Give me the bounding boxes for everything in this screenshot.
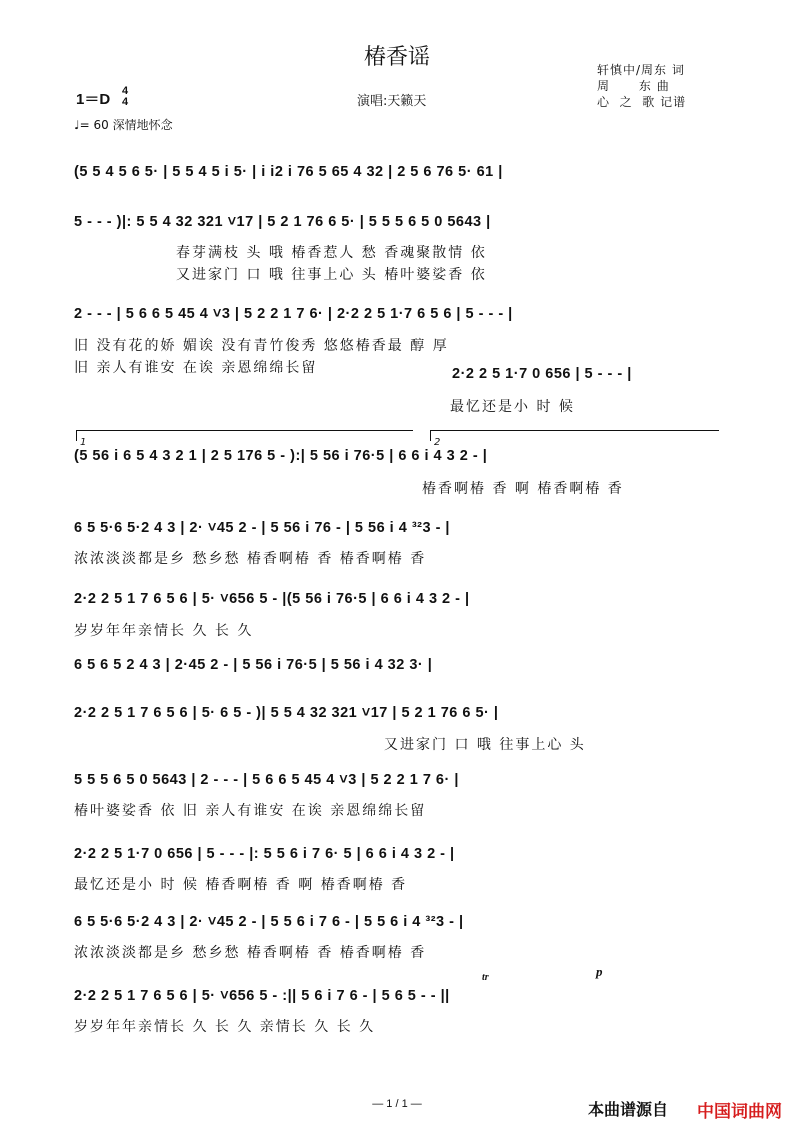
second-ending-bracket <box>430 430 719 448</box>
song-title: 椿香谣 <box>363 45 430 70</box>
first-ending-bracket <box>76 430 413 448</box>
first-ending-number: 1 <box>80 437 87 448</box>
score-row-8-notes: 2·2 2 5 1 7 6 5 6 | 5· 6 5 - )| 5 5 4 32 321 ˅17 | 5 2 1 76 6 5· | <box>74 705 499 721</box>
time-signature-top: 4 <box>122 85 129 97</box>
score-row-12-lyrics: 岁岁年年亲情长 久 长 久 亲情长 久 长 久 <box>74 1019 376 1035</box>
score-row-5-notes: 6 5 5·6 5·2 4 3 | 2· ˅45 2 - | 5 56 i 76 - | 5 56 i 4 ³²3 - | <box>74 520 450 536</box>
score-row-5-lyrics: 浓浓淡淡都是乡 愁乡愁 椿香啊椿 香 椿香啊椿 香 <box>74 551 427 567</box>
tempo-marking: ♩= 60 深情地怀念 <box>74 118 173 132</box>
score-row-7-notes: 6 5 6 5 2 4 3 | 2·45 2 - | 5 56 i 76·5 | 5 56 i 4 32 3· | <box>74 657 433 673</box>
dynamic-mark: p <box>596 964 603 979</box>
trill-mark: tr <box>482 972 489 983</box>
page-number: — 1 / 1 — <box>372 1098 422 1110</box>
second-ending-number: 2 <box>434 437 441 448</box>
score-row-3-lyrics-1: 旧 没有花的娇 媚诶 没有青竹俊秀 悠悠椿香最 醇 厚 <box>74 338 449 354</box>
score-row-6-lyrics: 岁岁年年亲情长 久 长 久 <box>74 623 254 639</box>
source-label: 本曲谱源自 <box>588 1100 669 1119</box>
score-row-4-lyrics: 椿香啊椿 香 啊 椿香啊椿 香 <box>422 481 624 497</box>
score-row-2-notes: 5 - - - )|: 5 5 4 32 321 ˅17 | 5 2 1 76 6 5· | 5 5 5 6 5 0 5643 | <box>74 214 491 230</box>
score-row-9-notes: 5 5 5 6 5 0 5643 | 2 - - - | 5 6 6 5 45 4 ˅3 | 5 2 2 1 7 6· | <box>74 772 459 788</box>
score-row-10-notes: 2·2 2 5 1·7 0 656 | 5 - - - |: 5 5 6 i 7 6· 5 | 6 6 i 4 3 2 - | <box>74 846 455 862</box>
score-row-2-lyrics-1: 春芽满枝 头 哦 椿香惹人 愁 香魂聚散情 依 <box>176 245 487 261</box>
score-row-12-notes: 2·2 2 5 1 7 6 5 6 | 5· ˅656 5 - :|| 5 6 i 7 6 - | 5 6 5 - - || <box>74 988 450 1004</box>
site-link[interactable]: 中国词曲网 <box>697 1102 782 1122</box>
score-row-11-notes: 6 5 5·6 5·2 4 3 | 2· ˅45 2 - | 5 5 6 i 7 6 - | 5 5 6 i 4 ³²3 - | <box>74 914 464 930</box>
score-row-3b-notes: 2·2 2 5 1·7 0 656 | 5 - - - | <box>452 366 632 382</box>
key-signature: 1＝D <box>76 91 111 108</box>
score-row-10-lyrics: 最忆还是小 时 候 椿香啊椿 香 啊 椿香啊椿 香 <box>74 877 408 893</box>
score-row-9-lyrics: 椿叶婆娑香 依 旧 亲人有谁安 在诶 亲恩绵绵长留 <box>74 803 427 819</box>
score-row-4-notes: (5 56 i 6 5 4 3 2 1 | 2 5 176 5 - ):| 5 56 i 76·5 | 6 6 i 4 3 2 - | <box>74 448 488 464</box>
composer-credits <box>597 62 686 110</box>
score-row-2-lyrics-2: 又进家门 口 哦 往事上心 头 椿叶婆娑香 依 <box>176 267 487 283</box>
score-row-8-lyrics: 又进家门 口 哦 往事上心 头 <box>384 737 586 753</box>
lyricist-credit: 轩慎中/周东 词 <box>597 63 685 77</box>
transcriber-credit: 心 之 歌 记谱 <box>597 95 687 109</box>
score-row-3b-lyrics: 最忆还是小 时 候 <box>450 399 575 415</box>
score-row-3-lyrics-2: 旧 亲人有谁安 在诶 亲恩绵绵长留 <box>74 360 318 376</box>
time-signature-bottom: 4 <box>122 96 129 108</box>
score-row-3-notes: 2 - - - | 5 6 6 5 45 4 ˅3 | 5 2 2 1 7 6· | 2·2 2 5 1·7 6 5 6 | 5 - - - | <box>74 306 513 322</box>
score-row-11-lyrics: 浓浓淡淡都是乡 愁乡愁 椿香啊椿 香 椿香啊椿 香 <box>74 945 427 961</box>
score-row-6-notes: 2·2 2 5 1 7 6 5 6 | 5· ˅656 5 - |(5 56 i 76·5 | 6 6 i 4 3 2 - | <box>74 591 470 607</box>
composer-credit: 周 东 曲 <box>597 79 670 93</box>
singer-credit: 演唱:天籁天 <box>357 94 427 109</box>
score-row-1-notes: (5 5 4 5 6 5· | 5 5 4 5 i 5· | i i2 i 76 5 65 4 32 | 2 5 6 76 5· 61 | <box>74 164 503 180</box>
time-signature <box>122 86 128 108</box>
